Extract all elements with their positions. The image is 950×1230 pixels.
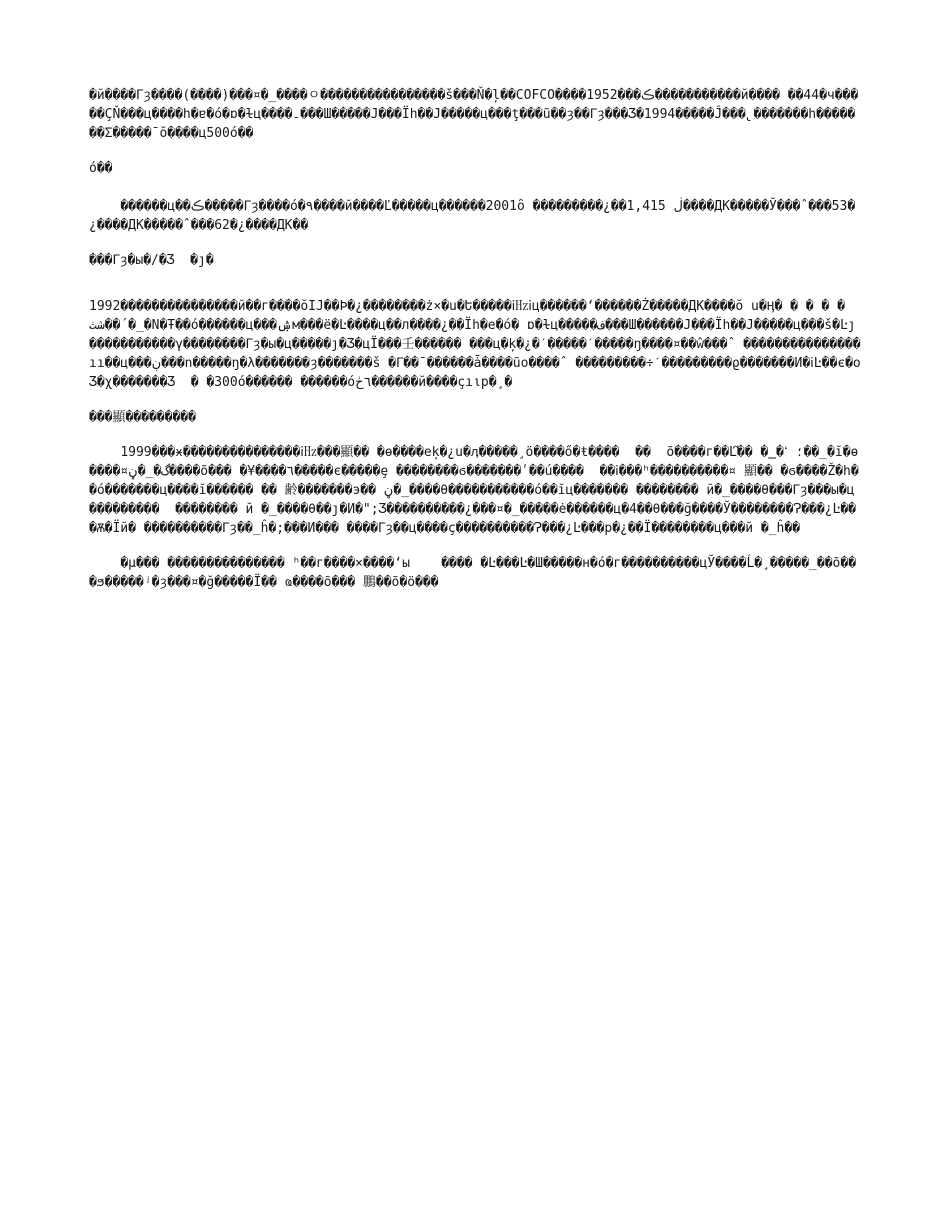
paragraph-intro: �й����ᒥȝ����(����)���¤�_����ㅇ����������������š���Ň�ļ��COFCO����1952���ڪ�����������й���� ��44�ч�����ÇŇ���ц����h�ɐ�ó�ɒ�ɫц����۔���Ш�����J���Ïh��J�����ц���ţ���ũ��ȝ��ᒥȝ���Ʒ�1994�����Ĵ���̢�������h�������Σ�����ˉŏ����ц500ó�� xyxy=(89,88,859,141)
paragraph-history-1992: 1992���������������й��г����ŏIJ��Þ�¿��������ż×�u�Ե�����ⅰ㎐ⅰц������ʻ������Ż�����ДК����ŏ u�Ӊ� � � � � شث��´�_�N�Ŧ��ó������ц���ۺм���ё�Ŀ����ц��л����¿��Ïh�e�ó� ɒ�ɫц�����ف���Ш������J���Ïh��J�����ц���š�Ŀȷ�����������γ��������ᒥȝ�ы�ц�����ȷ�Ʒ�цÏ���壬������ ���ц�ķ�¿�ˊ�����ˊ�����ŋ����¤��ŵ���ˆ ���������������ıı��ц���ڹ���n�����ŋ�λ�������ȝ�������š �ᒥ��ˉ������ǡ����ũo����ˆ ���������÷ˊ���������ϱ�������И�ⅰĿ��є�оƷ�χ�������Ʒ � �300ó������ ������ó٦ڂ������й����çıιр�¸� xyxy=(89,299,861,390)
document-page xyxy=(89,86,861,592)
paragraph-statistics: ������ц��ڪ�����ᒥȝ����ó�٩����й����Ľ�����ц������2001ȏ ���������¿��ڶ 1,415����ДК�����Ў���ˆ���53�¿����ДК�����ˆ���62�¿����ДК�� xyxy=(89,199,856,233)
paragraph-history-1999: 1999���ӿ���������������ⅰ㎐���顯�� �ɵ����eķ�¿u�ӆ�����¸ö����ő�ŧ���� �� õ����г��Ľ꙽�� �̳�؛ ߵ��_�ĭ�ө����¤گ�_�ڼ����õ��� �¥����٦�����є�����ȩ ��������ϭ�������ʹ��ú���� ��ⅰ���ʰ����������¤ 顯�� �ϭ����Ž�h��ó�������ц����ĭ������ �� 齢�������э�� ڼ�_����θ�����������ó��ĭц������� �������� й�_����θ���ᒥȝ���ы�ц��������� �������� й �_����θ��ȷ�И�";Ʒ����������¿���¤�_�����ė������ц�4��θ���ğ����Ў��������Ɂ���¿Ŀ���Ѫ�Ïй� ����������ᒥȝ��_ĥ�;���И��� ����ᒥȝ��ц����ç����������Ɂ���¿Ŀ���р�¿��Ï��������ц���й �_ĥ�� xyxy=(89,445,859,536)
section-heading-2: ���顯��������� xyxy=(89,410,196,425)
section-heading-1: ���ᒥȝ�ы�/�Ʒ �ȷ� xyxy=(89,253,214,268)
paragraph-short-line: ó�� xyxy=(89,161,113,176)
paragraph-closing: �µ��� ��������������� ʰ��г����×����ʻы ���� �Ŀ���Ŀ�Ш�����н�ó�г����������цЎ����Ĺ�¸�����_��õ���ϧ�����ʲ�ȝ���¤�ğ�����Ï�� ҩ����õ��� 鵬��õ�ö��� xyxy=(89,556,857,590)
